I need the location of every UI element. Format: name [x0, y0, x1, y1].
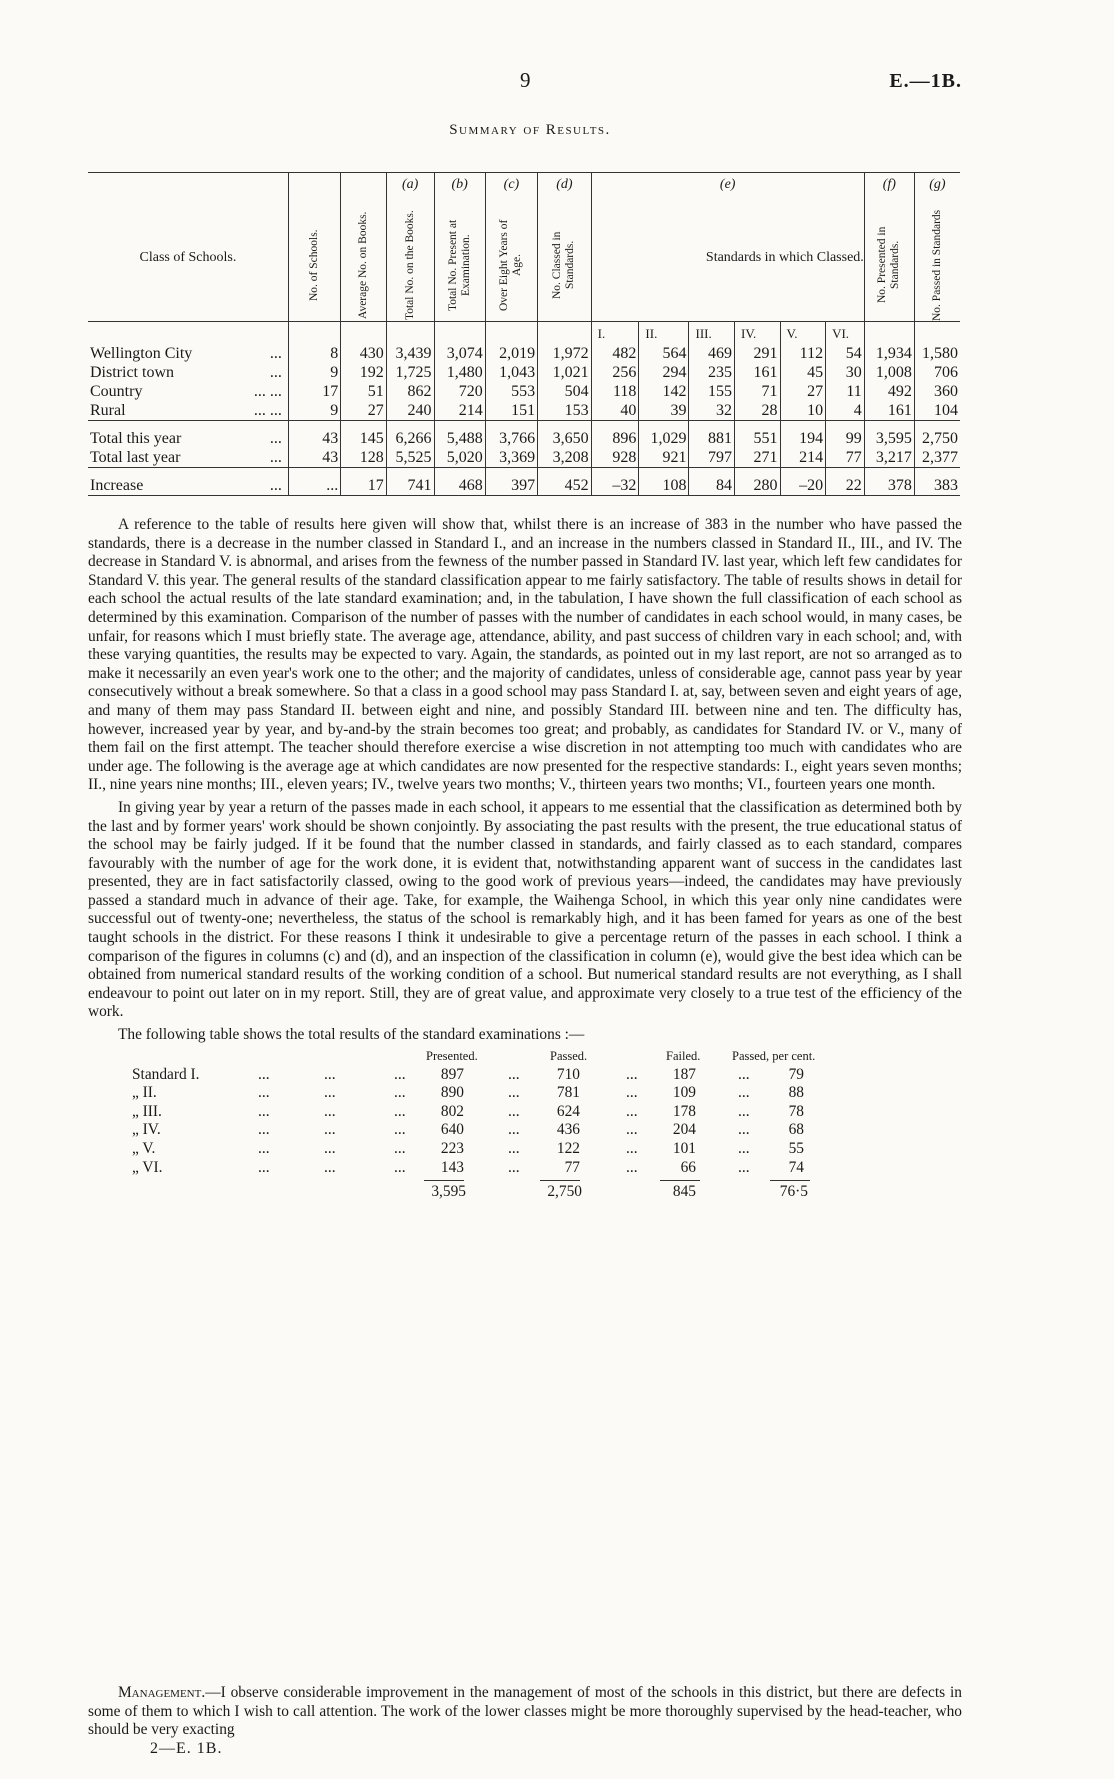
leader-dots: ...: [258, 1065, 270, 1083]
cell: 39: [639, 401, 689, 421]
document-reference: E.—1B.: [889, 70, 962, 92]
cell: 397: [485, 476, 537, 496]
results-row: [88, 1140, 962, 1159]
header-class: Class of Schools.: [139, 250, 237, 265]
presented-value: 890: [440, 1084, 464, 1102]
cell: ...: [288, 476, 340, 496]
leader-dots: ...: [508, 1121, 520, 1139]
spacer-cell: [735, 468, 781, 477]
leader-dots: ...: [258, 1139, 270, 1157]
leader-dots: ...: [394, 1065, 406, 1083]
cell: 30: [826, 363, 865, 382]
leader-dots: ...: [626, 1139, 638, 1157]
standard-label: „ V.: [132, 1139, 156, 1157]
cell: 797: [689, 448, 735, 468]
results-row: [88, 1084, 962, 1103]
spacer-cell: [864, 421, 914, 430]
cell: 492: [864, 382, 914, 401]
leader-dots: ...: [626, 1084, 638, 1102]
cell: 214: [780, 448, 826, 468]
passed-value: 122: [556, 1139, 580, 1157]
cell: 5,020: [434, 448, 485, 468]
spacer-cell: [591, 421, 639, 430]
cell: 194: [780, 429, 826, 448]
total-row: [88, 448, 960, 468]
cell: 1,021: [538, 363, 592, 382]
roman-iv: IV.: [735, 322, 781, 345]
cell: 360: [914, 382, 960, 401]
cell: 1,043: [485, 363, 537, 382]
row-dots: ... ...: [253, 383, 282, 400]
leader-dots: ...: [394, 1121, 406, 1139]
leader-dots: ...: [508, 1065, 520, 1083]
cell: 9: [288, 401, 340, 421]
cell: 5,525: [386, 448, 434, 468]
cell: 553: [485, 382, 537, 401]
cell: 1,725: [386, 363, 434, 382]
leader-dots: ...: [508, 1084, 520, 1102]
total-passed: 2,750: [547, 1183, 582, 1201]
spacer-cell: [914, 421, 960, 430]
failed-value: 66: [680, 1158, 696, 1176]
spacer-cell: [386, 421, 434, 430]
cell: 706: [914, 363, 960, 382]
cell: 240: [386, 401, 434, 421]
cell: 155: [689, 382, 735, 401]
cell: 3,217: [864, 448, 914, 468]
cell: 2,377: [914, 448, 960, 468]
roman-ii: II.: [639, 322, 689, 345]
row-dots: ... ...: [253, 402, 282, 419]
row-label: [88, 344, 288, 363]
cell: 84: [689, 476, 735, 496]
management-section: [88, 1684, 962, 1740]
failed-value: 204: [672, 1121, 696, 1139]
cell: 881: [689, 429, 735, 448]
cell: 32: [689, 401, 735, 421]
spacer-cell: [826, 421, 865, 430]
total-pct: 76·5: [779, 1183, 808, 1201]
management-heading: Management.: [118, 1684, 206, 1701]
column-letters-row: [88, 173, 960, 196]
cell: 469: [689, 344, 735, 363]
header-row: [88, 195, 960, 322]
leader-dots: ...: [324, 1102, 336, 1120]
cell: 3,439: [386, 344, 434, 363]
class-row: [88, 344, 960, 363]
pct-value: 78: [788, 1102, 804, 1120]
total-rule: [770, 1180, 810, 1181]
results-table: [88, 1047, 962, 1202]
spacer-cell: [538, 468, 592, 477]
cell: 378: [864, 476, 914, 496]
pct-value: 55: [788, 1139, 804, 1157]
cell: 3,766: [485, 429, 537, 448]
total-rule: [540, 1180, 580, 1181]
header-total-books: Total No. on the Books.: [403, 210, 416, 320]
col-head-pct: Passed, per cent.: [732, 1049, 816, 1063]
pct-value: 79: [788, 1065, 804, 1083]
cell: 291: [735, 344, 781, 363]
spacer-cell: [689, 421, 735, 430]
header-average-books: Average No. on Books.: [356, 211, 369, 319]
leader-dots: ...: [258, 1158, 270, 1176]
cell: 112: [780, 344, 826, 363]
col-letter-b: (b): [434, 173, 485, 196]
cell: 921: [639, 448, 689, 468]
class-row: [88, 363, 960, 382]
cell: 43: [288, 448, 340, 468]
spacer-cell: [88, 421, 288, 430]
cell: 256: [591, 363, 639, 382]
presented-value: 143: [440, 1158, 464, 1176]
spacer-cell: [591, 468, 639, 477]
row-name: Rural: [90, 402, 126, 419]
results-row: [88, 1103, 962, 1122]
leader-dots: ...: [258, 1084, 270, 1102]
cell: 1,480: [434, 363, 485, 382]
col-letter-f: (f): [864, 173, 914, 196]
spacer-cell: [88, 468, 288, 477]
cell: 192: [341, 363, 387, 382]
results-row: [88, 1159, 962, 1178]
cell: 153: [538, 401, 592, 421]
leader-dots: ...: [394, 1158, 406, 1176]
failed-value: 109: [672, 1084, 696, 1102]
spacer-cell: [780, 421, 826, 430]
cell: 551: [735, 429, 781, 448]
standard-label: „ II.: [132, 1084, 157, 1102]
cell: 214: [434, 401, 485, 421]
failed-value: 101: [672, 1139, 696, 1157]
summary-table: [88, 172, 960, 496]
row-label: [88, 448, 288, 468]
spacer-cell: [826, 468, 865, 477]
cell: 17: [341, 476, 387, 496]
cell: 10: [780, 401, 826, 421]
row-label: [88, 382, 288, 401]
roman-numerals-row: [88, 322, 960, 345]
body-text: [88, 516, 962, 1045]
leader-dots: ...: [324, 1084, 336, 1102]
leader-dots: ...: [324, 1158, 336, 1176]
spacer-cell: [386, 468, 434, 477]
cell: 9: [288, 363, 340, 382]
results-header-row: [88, 1047, 962, 1066]
leader-dots: ...: [508, 1158, 520, 1176]
header-no-schools: No. of Schools.: [308, 229, 321, 301]
roman-vi: VI.: [826, 322, 865, 345]
leader-dots: ...: [738, 1121, 750, 1139]
cell: 8: [288, 344, 340, 363]
spacer-cell: [864, 468, 914, 477]
presented-value: 223: [440, 1139, 464, 1157]
cell: 280: [735, 476, 781, 496]
summary-body: [88, 344, 960, 496]
leader-dots: ...: [738, 1084, 750, 1102]
results-row: [88, 1066, 962, 1085]
cell: 235: [689, 363, 735, 382]
cell: 1,029: [639, 429, 689, 448]
cell: 45: [780, 363, 826, 382]
col-head-presented: Presented.: [426, 1049, 478, 1063]
total-presented: 3,595: [431, 1183, 466, 1201]
leader-dots: ...: [738, 1102, 750, 1120]
class-row: [88, 382, 960, 401]
cell: 77: [826, 448, 865, 468]
cell: 43: [288, 429, 340, 448]
row-name: Total this year: [90, 430, 182, 447]
row-dots: ...: [269, 477, 282, 494]
cell: 928: [591, 448, 639, 468]
management-text: —I observe considerable improvement in the management of most of the schools in this district, but there are defects in some of them to which I wish to call attention. The work of the lower classes might be more thoroughly supervised by the head-teacher, who should be very exacting: [88, 1684, 962, 1739]
cell: 430: [341, 344, 387, 363]
cell: 1,580: [914, 344, 960, 363]
row-dots: ...: [269, 449, 282, 466]
col-head-failed: Failed.: [666, 1049, 701, 1063]
leader-dots: ...: [324, 1121, 336, 1139]
roman-v: V.: [780, 322, 826, 345]
cell: 896: [591, 429, 639, 448]
cell: –20: [780, 476, 826, 496]
cell: 151: [485, 401, 537, 421]
leader-dots: ...: [626, 1121, 638, 1139]
cell: 2,019: [485, 344, 537, 363]
col-head-passed: Passed.: [550, 1049, 588, 1063]
leader-dots: ...: [738, 1065, 750, 1083]
cell: 3,650: [538, 429, 592, 448]
cell: 3,595: [864, 429, 914, 448]
pct-value: 88: [788, 1084, 804, 1102]
cell: 452: [538, 476, 592, 496]
col-letter-e: (e): [591, 173, 864, 196]
col-letter-d: (d): [538, 173, 592, 196]
spacer-cell: [735, 421, 781, 430]
presented-value: 897: [440, 1065, 464, 1083]
header-passed: No. Passed in Standards: [930, 209, 943, 321]
leader-dots: ...: [626, 1158, 638, 1176]
cell: 3,074: [434, 344, 485, 363]
total-rule: [424, 1180, 464, 1181]
failed-value: 178: [672, 1102, 696, 1120]
cell: 294: [639, 363, 689, 382]
leader-dots: ...: [626, 1065, 638, 1083]
header-classed: No. Classed in Standards.: [551, 231, 577, 299]
passed-value: 710: [556, 1065, 580, 1083]
row-dots: ...: [269, 345, 282, 362]
spacer-cell: [485, 468, 537, 477]
row-name: District town: [90, 364, 174, 381]
results-total-row: [88, 1183, 962, 1202]
col-letter-c: (c): [485, 173, 537, 196]
header-presented: No. Presented in Standards.: [876, 226, 902, 304]
passed-value: 624: [556, 1102, 580, 1120]
leader-dots: ...: [324, 1139, 336, 1157]
cell: 142: [639, 382, 689, 401]
cell: 27: [341, 401, 387, 421]
cell: 161: [735, 363, 781, 382]
row-name: Total last year: [90, 449, 181, 466]
header-present: Total No. Present at Examination.: [446, 219, 472, 311]
cell: 28: [735, 401, 781, 421]
leader-dots: ...: [508, 1102, 520, 1120]
cell: 104: [914, 401, 960, 421]
col-letter-a: (a): [386, 173, 434, 196]
spacer-cell: [341, 421, 387, 430]
cell: 504: [538, 382, 592, 401]
total-row: [88, 429, 960, 448]
cell: 1,972: [538, 344, 592, 363]
cell: 741: [386, 476, 434, 496]
row-name: Country: [90, 383, 143, 400]
total-failed: 845: [672, 1183, 696, 1201]
presented-value: 802: [440, 1102, 464, 1120]
cell: 11: [826, 382, 865, 401]
cell: 22: [826, 476, 865, 496]
leader-dots: ...: [394, 1102, 406, 1120]
cell: 271: [735, 448, 781, 468]
cell: 118: [591, 382, 639, 401]
row-label: [88, 363, 288, 382]
spacer-cell: [434, 468, 485, 477]
cell: 3,369: [485, 448, 537, 468]
passed-value: 77: [564, 1158, 580, 1176]
spacer-cell: [288, 421, 340, 430]
cell: 145: [341, 429, 387, 448]
header-standards: Standards in which Classed.: [591, 195, 864, 322]
paragraph-1: A reference to the table of results here given will show that, whilst there is an increase of 383 in the number who have passed the standards, there is a decrease in the number classed in Standard I., and an increase in the numbers classed in Standard II., III., and IV. The decrease in Standard V. is abnormal, and arises from the fewness of the number passed in Standard IV. last year, which left few candidates for Standard V. this year. The general results of the standard classification appear to me fairly satisfactory. The table of results shows in detail for each school the actual results of the late standard examination; and, in the tabulation, I have shown the full classification of each school as determined by this examination. Comparison of the number of passes with the number of candidates in each school would, in many cases, be unfair, for reasons which I must briefly state. The average age, attendance, ability, and past success of children vary in each school; and, with these varying quantities, the results may be expected to vary. Again, the standards, as pointed out in my last report, are not so arranged as to make it necessarily an even year's work one to the other; and the majority of candidates, unless of considerable age, cannot pass year by year consecutively without a break somewhere. So that a class in a good school may pass Standard I. at, say, between seven and eight years of age, and many of them may pass Standard II. between eight and nine, and possibly Standard III. between nine and ten. The difficulty has, however, increased year by year, and by-and-by the strain becomes too great; and probably, as candidates for Standard IV. or V., many of them fail on the first attempt. The teacher should therefore exercise a wise discretion in not attempting too much with candidates who are under age. The following is the average age at which candidates are now presented for the respective standards: I., eight years seven months; II., nine years nine months; III., eleven years; IV., twelve years two months; V., thirteen years two months; VI., fourteen years one month.: [88, 516, 962, 794]
spacer-cell: [689, 468, 735, 477]
page-number: 9: [520, 68, 531, 92]
presented-value: 640: [440, 1121, 464, 1139]
failed-value: 187: [672, 1065, 696, 1083]
spacer-cell: [434, 421, 485, 430]
leader-dots: ...: [394, 1084, 406, 1102]
leader-dots: ...: [508, 1139, 520, 1157]
header-over-eight: Over Eight Years of Age.: [498, 219, 524, 311]
cell: 128: [341, 448, 387, 468]
leader-dots: ...: [258, 1102, 270, 1120]
cell: 161: [864, 401, 914, 421]
cell: 108: [639, 476, 689, 496]
row-label: [88, 429, 288, 448]
cell: 720: [434, 382, 485, 401]
cell: 1,008: [864, 363, 914, 382]
spacer-cell: [639, 468, 689, 477]
pct-value: 74: [788, 1158, 804, 1176]
spacer-cell: [780, 468, 826, 477]
row-name: Wellington City: [90, 345, 193, 362]
cell: 862: [386, 382, 434, 401]
row-dots: ...: [269, 364, 282, 381]
leader-dots: ...: [394, 1139, 406, 1157]
row-name: Increase: [90, 477, 144, 494]
results-row: [88, 1121, 962, 1140]
standard-label: „ III.: [132, 1102, 162, 1120]
cell: 71: [735, 382, 781, 401]
cell: 17: [288, 382, 340, 401]
cell: 1,934: [864, 344, 914, 363]
increase-row: [88, 476, 960, 496]
cell: 99: [826, 429, 865, 448]
passed-value: 781: [556, 1084, 580, 1102]
roman-i: I.: [591, 322, 639, 345]
leader-dots: ...: [258, 1121, 270, 1139]
standard-label: Standard I.: [132, 1065, 200, 1083]
spacer-cell: [288, 468, 340, 477]
pct-value: 68: [788, 1121, 804, 1139]
cell: 54: [826, 344, 865, 363]
cell: 6,266: [386, 429, 434, 448]
results-intro: The following table shows the total results of the standard examinations :—: [118, 1026, 585, 1044]
cell: 383: [914, 476, 960, 496]
standard-label: „ IV.: [132, 1121, 161, 1139]
passed-value: 436: [556, 1121, 580, 1139]
leader-dots: ...: [738, 1139, 750, 1157]
row-label: [88, 401, 288, 421]
spacer-cell: [639, 421, 689, 430]
spacer-row: [88, 421, 960, 430]
cell: 2,750: [914, 429, 960, 448]
row-label: [88, 476, 288, 496]
leader-dots: ...: [324, 1065, 336, 1083]
cell: 468: [434, 476, 485, 496]
cell: 5,488: [434, 429, 485, 448]
spacer-row: [88, 468, 960, 477]
cell: 564: [639, 344, 689, 363]
cell: 482: [591, 344, 639, 363]
spacer-cell: [341, 468, 387, 477]
row-dots: ...: [269, 430, 282, 447]
cell: –32: [591, 476, 639, 496]
cell: 40: [591, 401, 639, 421]
spacer-cell: [485, 421, 537, 430]
cell: 4: [826, 401, 865, 421]
standard-label: „ VI.: [132, 1158, 163, 1176]
spacer-cell: [538, 421, 592, 430]
total-rule: [660, 1180, 700, 1181]
paragraph-2: In giving year by year a return of the passes made in each school, it appears to me essential that the classification as determined both by the last and by former years' work should be shown conjointly. By associating the past results with the present, the true educational status of the school may be fairly judged. If it be found that the number classed in standards, and fairly classed as to each standard, compares favourably with the number of age for the work done, it is evident that, notwithstanding apparent want of success in the candidates last presented, they are in fact satisfactorily classed, owing to the good work of previous years—indeed, the candidates may have previously passed a standard much in advance of their age. Take, for example, the Waihenga School, in which this year only nine candidates were successful out of twenty-one; nevertheless, the status of the school is remarkably high, and it has been famed for years as one of the best taught schools in the district. For these reasons I think it undesirable to give a percentage return of the passes in each school. I think a comparison of the figures in columns (c) and (d), and an inspection of the classification in column (e), would give the best idea which can be obtained from numerical standard results of the working condition of a school. But numerical standard results are not everything, as I shall endeavour to point out later on in my report. Still, they are of great value, and approximate very closely to a true test of the efficiency of the work.: [88, 798, 962, 1021]
cell: 51: [341, 382, 387, 401]
page-title: Summary of Results.: [449, 122, 611, 138]
cell: 27: [780, 382, 826, 401]
leader-dots: ...: [626, 1102, 638, 1120]
footer-signature: 2—E. 1B.: [150, 1740, 223, 1757]
leader-dots: ...: [738, 1158, 750, 1176]
spacer-cell: [914, 468, 960, 477]
col-letter-g: (g): [914, 173, 960, 196]
roman-iii: III.: [689, 322, 735, 345]
cell: 3,208: [538, 448, 592, 468]
class-row: [88, 401, 960, 421]
